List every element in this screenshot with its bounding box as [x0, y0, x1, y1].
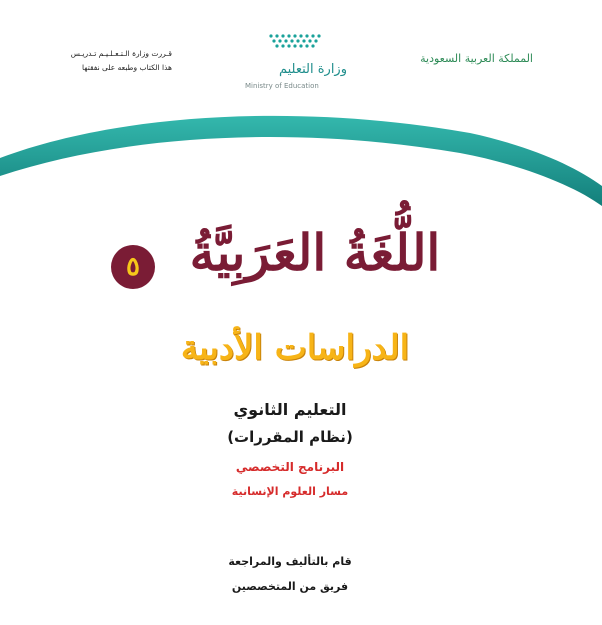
education-system: (نظام المقررات) — [227, 428, 353, 446]
ministry-name-arabic: وزارة التعليم — [278, 62, 347, 77]
country-name: المملكة العربية السعودية — [420, 52, 533, 65]
book-title: اللُّغَةُ العَرَبِيَّةُ — [189, 223, 441, 282]
authored-by-label: قام بالتأليف والمراجعة — [228, 555, 352, 568]
author-team: فريق من المتخصصين — [231, 580, 349, 593]
program-name: البرنامج التخصصي — [235, 460, 345, 474]
decree-line-1: قـررت وزارة الـتـعـلـيـم تـدريـس — [70, 49, 172, 58]
book-subtitle: الدراسات الأدبية — [180, 328, 410, 368]
grade-badge: ٥ — [111, 245, 155, 289]
decree-line-2: هذا الكتاب وطبعه على نفقتها — [81, 63, 172, 72]
ministry-name-english: Ministry of Education — [245, 82, 319, 90]
track-name: مسار العلوم الإنسانية — [231, 485, 349, 498]
teal-swoosh-band — [0, 108, 602, 218]
education-stage: التعليم الثانوي — [233, 400, 347, 419]
